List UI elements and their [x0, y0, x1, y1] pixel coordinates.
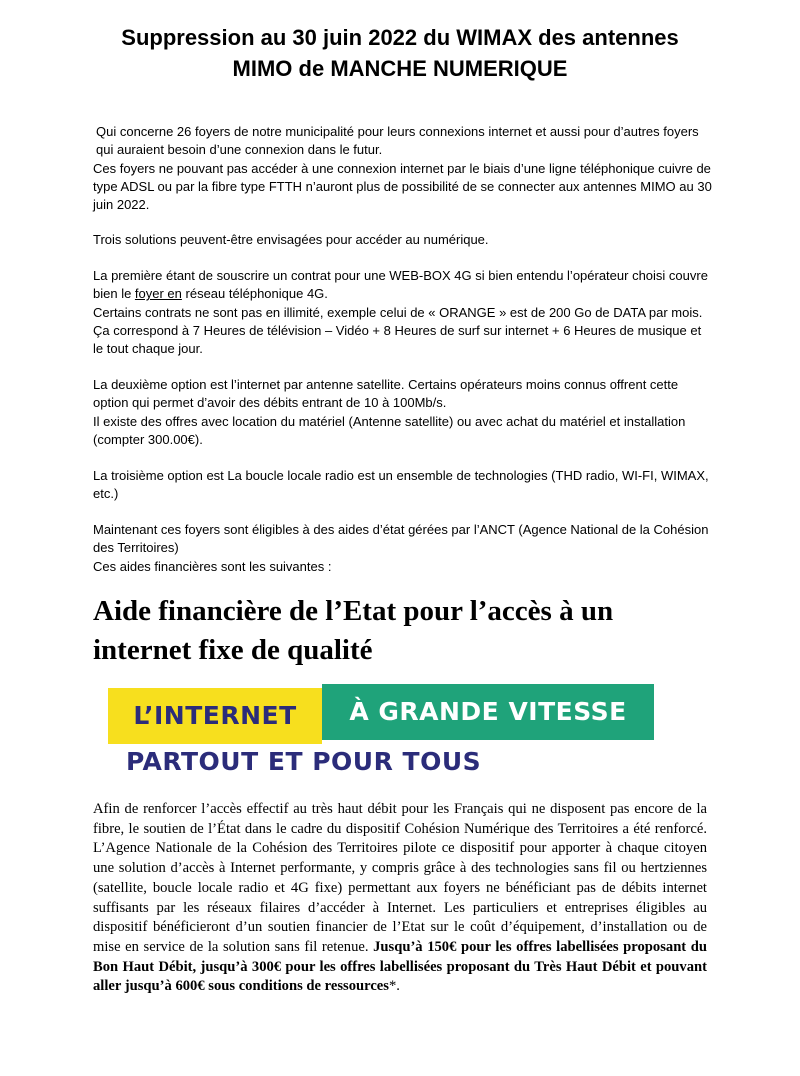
title-line-2: MIMO de MANCHE NUMERIQUE [232, 56, 568, 81]
option-3-paragraph: La troisième option est La boucle locale radio est un ensemble de technologies (THD radio, WI-FI, WIMAX, etc.) [93, 468, 709, 502]
option-1-underlined-text: foyer en [134, 286, 182, 302]
aide-heading-line-2: internet fixe de qualité [93, 634, 373, 666]
aide-heading [93, 592, 733, 670]
option-1-paragraph [93, 267, 713, 304]
option-1-text-before: La première étant de souscrire un contrat pour une WEB-BOX 4G si bien entendu l’opérateur choisi couvre bien le [93, 268, 708, 302]
final-paragraph [93, 800, 707, 997]
aides-section [93, 521, 713, 576]
option-2-paragraph-2: Il existe des offres avec location du matériel (Antenne satellite) ou avec achat du matériel et installation (compter 300.00€). [93, 413, 686, 447]
internet-banner-image [108, 684, 654, 784]
solutions-intro-text: Trois solutions peuvent-être envisagées pour accéder au numérique. [93, 232, 489, 247]
banner-yellow-block: L’INTERNET [108, 688, 322, 744]
banner-green-block: À GRANDE VITESSE [322, 684, 654, 740]
final-tail-text: *. [388, 978, 400, 995]
option-2-section [93, 376, 713, 449]
aide-heading-line-1: Aide financière de l’Etat pour l’accès à un [93, 595, 614, 627]
solutions-intro [93, 231, 713, 249]
banner-subtitle: PARTOUT ET POUR TOUS [126, 747, 482, 776]
document-title [60, 22, 740, 84]
option-1-text-after: réseau téléphonique 4G. [181, 286, 328, 302]
intro-paragraph-1: Qui concerne 26 foyers de notre municipalité pour leurs connexions internet et aussi pour d’autres foyers qui auraient besoin d’une connexion dans le futur. [96, 124, 699, 158]
aides-paragraph-2: Ces aides financières sont les suivantes : [93, 558, 332, 574]
option-2-paragraph-1: La deuxième option est l’internet par antenne satellite. Certains opérateurs moins connus offrent cette option qui permet d’avoir des débits entrant de 10 à 100Mb/s. [93, 377, 679, 411]
intro-section [93, 123, 713, 214]
option-3-section [93, 467, 713, 504]
aides-paragraph-1: Maintenant ces foyers sont éligibles à des aides d’état gérées par l’ANCT (Agence National de la Cohésion des Territoires) [93, 522, 709, 556]
intro-paragraph-2: Ces foyers ne pouvant pas accéder à une connexion internet par le biais d’une ligne téléphonique cuivre de type ADSL ou par la fibre type FTTH n’auront plus de possibilité de se connecter aux antennes MIMO au 30 juin 2022. [93, 160, 712, 213]
option-1-section [93, 267, 713, 358]
final-bold-text: Jusqu’à 150€ pour les offres labellisées proposant du Bon Haut Débit, jusqu’à 300€ pour les offres labellisées proposant du Très Haut Débit et pouvant aller jusqu’à 600€ sous conditions de ressources [93, 938, 708, 995]
option-1-detail: Certains contrats ne sont pas en illimité, exemple celui de « ORANGE » est de 200 Go de DATA par mois. Ça correspond à 7 Heures de télévision – Vidéo + 8 Heures de surf sur internet + 6 Heures de musique et le tout chaque jour. [93, 304, 703, 357]
title-line-1: Suppression au 30 juin 2022 du WIMAX des antennes [121, 25, 679, 50]
final-regular-text: Afin de renforcer l’accès effectif au très haut débit pour les Français qui ne disposent pas encore de la fibre, le soutien de l’État dans le cadre du dispositif Cohésion Numérique des Territoires a été renforcé. L’Agence Nationale de la Cohésion des Territoires pilote ce dispositif pour apporter à chaque citoyen une solution d’accès à Internet performante, y compris grâce à des technologies sans fil ou hertziennes (satellite, boucle locale radio et 4G fixe) permettant aux foyers ne bénéficiant pas de débits internet suffisants par les réseaux filaires d’accéder à Internet. Les particuliers et entreprises éligibles au dispositif bénéficieront d’un soutien financier de l’Etat sur le coût d’équipement, d’installation ou de mise en service de la solution sans fil retenue. [93, 801, 707, 955]
